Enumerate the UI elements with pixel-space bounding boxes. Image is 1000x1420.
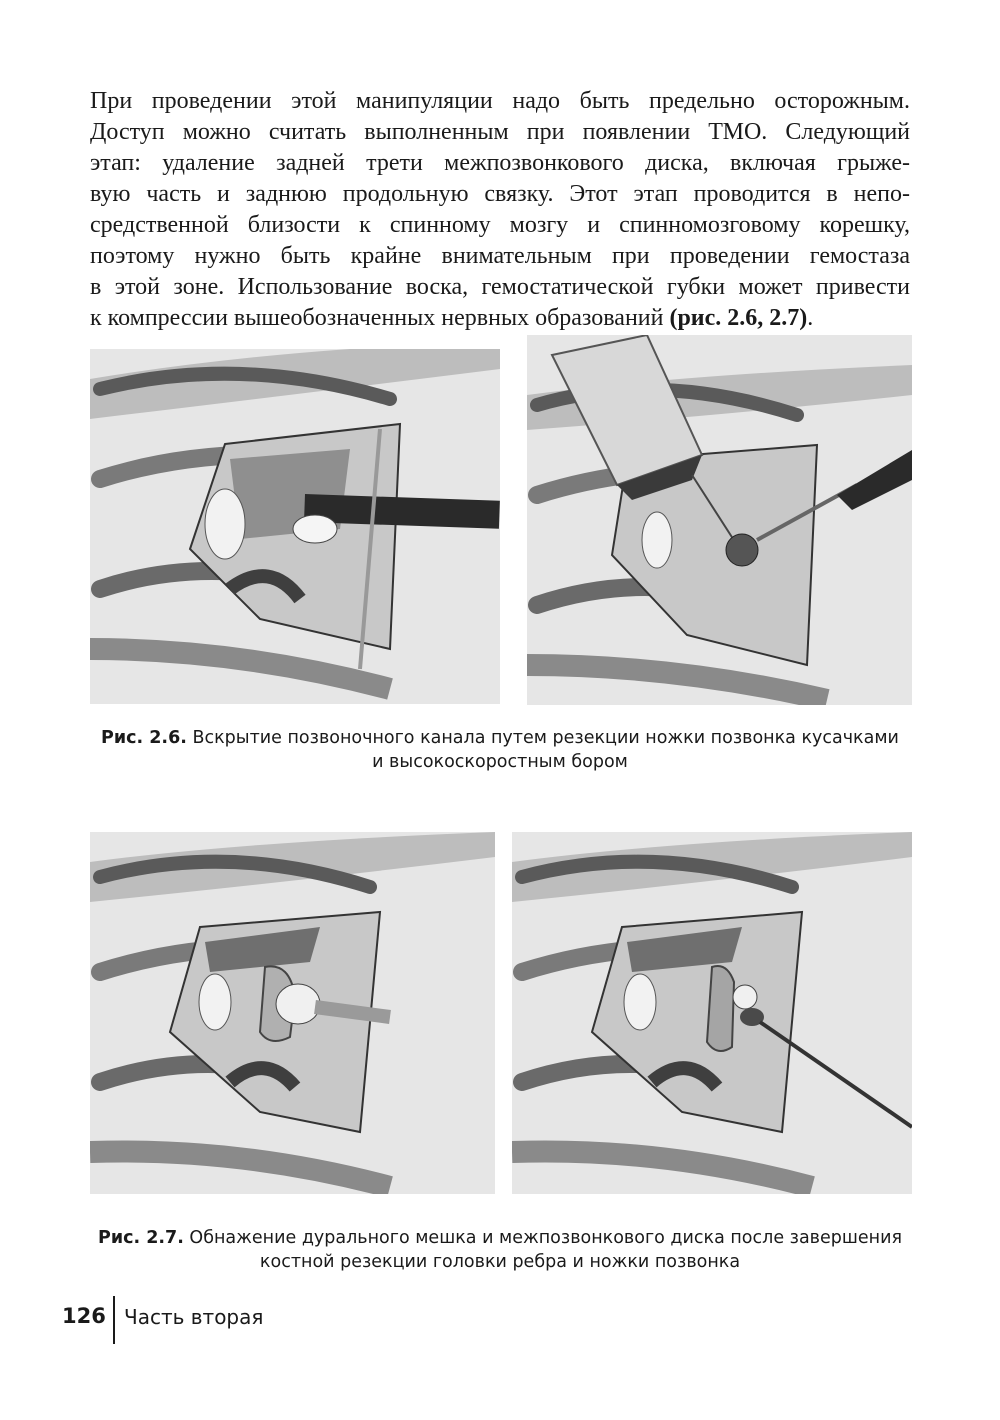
caption-text: Вскрытие позвоночного канала путем резекции ножки позвонка кусачками — [186, 728, 899, 748]
body-line-text: к компрессии вышеобозначенных нервных образований — [90, 305, 670, 331]
section-title: Часть вторая — [124, 1305, 264, 1329]
figure-2-7-left-illustration — [90, 832, 495, 1194]
figure-2-6-right-illustration — [527, 335, 912, 705]
body-line: поэтому нужно быть крайне внимательным при проведении гемостаза — [90, 243, 910, 269]
caption-line: костной резекции головки ребра и ножки позвонка — [259, 1252, 741, 1272]
caption-line — [80, 726, 920, 750]
caption-text: Обнажение дурального мешка и межпозвонкового диска после завершения — [183, 1228, 902, 1248]
body-line: Доступ можно считать выполненным при появлении ТМО. Следующий — [90, 119, 910, 145]
body-line-last — [90, 303, 910, 334]
body-paragraph — [90, 86, 910, 334]
caption-line — [80, 1226, 920, 1250]
figure-2-7-right-illustration — [512, 832, 912, 1194]
body-line-end: . — [807, 305, 814, 331]
figure-label: Рис. 2.6. — [101, 728, 187, 748]
body-line: этап: удаление задней трети межпозвонкового диска, включая грыже- — [90, 150, 910, 176]
figure-2-6-left-illustration — [90, 349, 500, 704]
figure-2-7-caption — [80, 1226, 920, 1274]
page-footer — [62, 1296, 462, 1344]
caption-line: и высокоскоростным бором — [372, 752, 628, 772]
figure-2-6-caption — [80, 726, 920, 774]
body-line: средственной близости к спинному мозгу и спинномозговому корешку, — [90, 212, 910, 238]
body-line: вую часть и заднюю продольную связку. Этот этап проводится в непо- — [90, 181, 910, 207]
footer-divider — [113, 1296, 115, 1344]
body-line: При проведении этой манипуляции надо быть предельно осторожным. — [90, 88, 910, 114]
body-line: в этой зоне. Использование воска, гемостатической губки может привести — [90, 274, 910, 300]
figure-reference: (рис. 2.6, 2.7) — [669, 305, 808, 331]
page-number: 126 — [62, 1304, 106, 1328]
figure-label: Рис. 2.7. — [98, 1228, 184, 1248]
